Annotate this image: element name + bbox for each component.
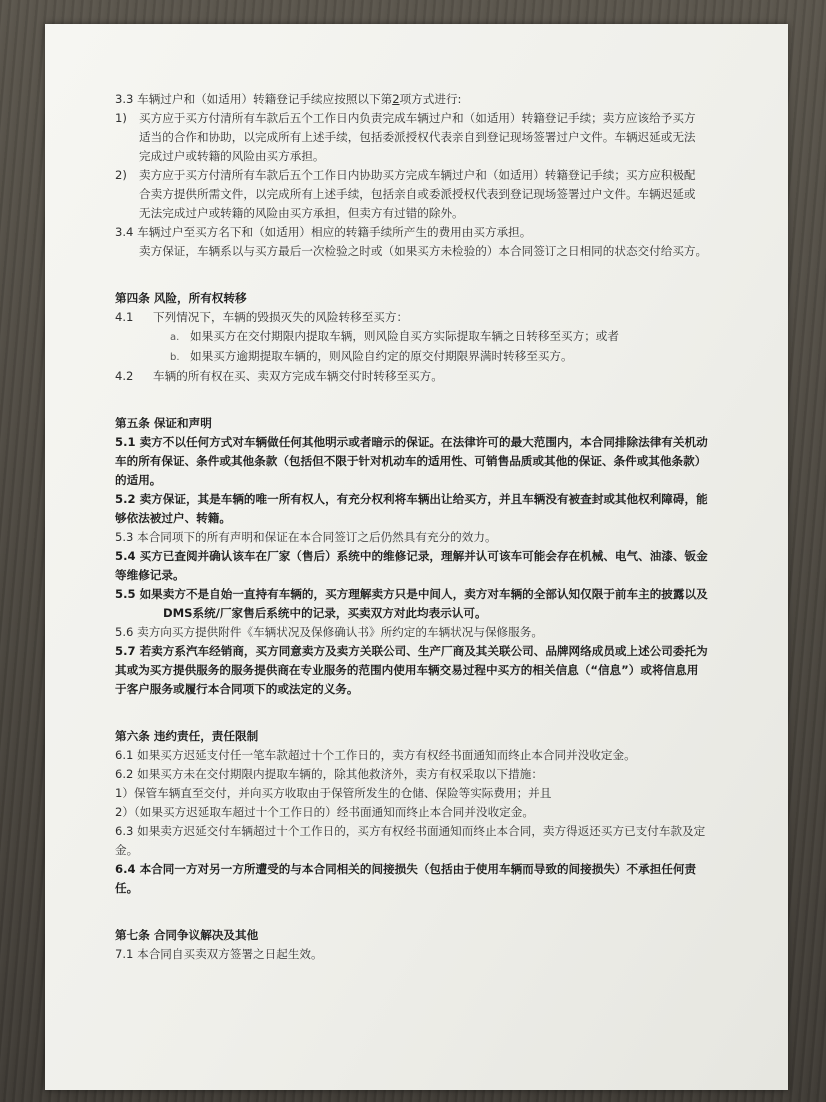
clause-3-4: 3.4 车辆过户至买方名下和（如适用）相应的转籍手续所产生的费用由买方承担。 xyxy=(115,225,532,239)
option-2-line-1: 2) 卖方应于买方付清所有车款后五个工作日内协助买方完成车辆过户和（如适用）转籍登记手续；买方应积极配 xyxy=(115,168,696,182)
clause-5-4-line-1: 5.4 买方已查阅并确认该车在厂家（售后）系统中的维修记录，理解并认可该车可能会存在机械、电气、油漆、钣金 xyxy=(115,549,708,563)
clause-5-6: 5.6 卖方向买方提供附件《车辆状况及保修确认书》所约定的车辆状况与保修服务。 xyxy=(115,625,543,639)
clause-5-2-line-2: 够依法被过户、转籍。 xyxy=(115,511,231,525)
clause-4-1-b: b. 如果买方逾期提取车辆的，则风险自约定的原交付期限界满时转移至买方。 xyxy=(170,349,573,363)
clause-7-1: 7.1 本合同自买卖双方签署之日起生效。 xyxy=(115,947,323,961)
clause-6-4-line-2: 任。 xyxy=(115,881,139,895)
clause-6-2: 6.2 如果买方未在交付期限内提取车辆的，除其他救济外，卖方有权采取以下措施： xyxy=(115,767,543,781)
clause-4-2: 4.2 车辆的所有权在买、卖双方完成车辆交付时转移至买方。 xyxy=(115,369,443,383)
option-1-line-2: 适当的合作和协助，以完成所有上述手续，包括委派授权代表亲自到登记现场签署过户文件。车辆迟延或无法 xyxy=(139,130,696,144)
option-2-line-3: 无法完成过户或转籍的风险由买方承担，但卖方有过错的除外。 xyxy=(139,206,464,220)
clause-6-2-item-1: 1）保管车辆直至交付，并向买方收取由于保管所发生的仓储、保险等实际费用；并且 xyxy=(115,786,552,800)
clause-6-3-line-2: 金。 xyxy=(115,843,139,857)
article-4-heading: 第四条 风险，所有权转移 xyxy=(115,291,247,305)
option-blank: 2 xyxy=(392,92,400,106)
clause-4-1-a: a. 如果买方在交付期限内提取车辆，则风险自买方实际提取车辆之日转移至买方；或者 xyxy=(170,329,619,343)
clause-4-1: 4.1 下列情况下，车辆的毁损灭失的风险转移至买方： xyxy=(115,310,409,324)
clause-5-2-line-1: 5.2 卖方保证，其是车辆的唯一所有权人，有充分权利将车辆出让给买方，并且车辆没有被查封或其他权利障碍，能 xyxy=(115,492,708,506)
clause-5-5-line-1: 5.5 如果卖方不是自始一直持有车辆的，买方理解卖方只是中间人，卖方对车辆的全部认知仅限于前车主的披露以及 xyxy=(115,587,708,601)
clause-6-2-item-2: 2）（如果买方迟延取车超过十个工作日的）经书面通知而终止本合同并没收定金。 xyxy=(115,805,534,819)
contract-page xyxy=(45,24,788,1090)
clause-6-1: 6.1 如果买方迟延支付任一笔车款超过十个工作日的，卖方有权经书面通知而终止本合同并没收定金。 xyxy=(115,748,636,762)
option-1-line-1: 1) 买方应于买方付清所有车款后五个工作日内负责完成车辆过户和（如适用）转籍登记手续；卖方应该给予买方 xyxy=(115,111,696,125)
article-7-heading: 第七条 合同争议解决及其他 xyxy=(115,928,259,942)
clause-5-3: 5.3 本合同项下的所有声明和保证在本合同签订之后仍然具有充分的效力。 xyxy=(115,530,497,544)
article-5-heading: 第五条 保证和声明 xyxy=(115,416,212,430)
clause-5-1-line-2: 车的所有保证、条件或其他条款（包括但不限于针对机动车的适用性、可销售品质或其他的保证、条件或其他条款） xyxy=(115,454,707,468)
clause-6-4-line-1: 6.4 本合同一方对另一方所遭受的与本合同相关的间接损失（包括由于使用车辆而导致的间接损失）不承担任何责 xyxy=(115,862,697,876)
clause-5-1-line-3: 的适用。 xyxy=(115,473,162,487)
clause-3-4-guarantee: 卖方保证，车辆系以与买方最后一次检验之时或（如果买方未检验的）本合同签订之日相同的状态交付给买方。 xyxy=(139,244,708,258)
clause-5-1-line-1: 5.1 卖方不以任何方式对车辆做任何其他明示或者暗示的保证。在法律许可的最大范围内，本合同排除法律有关机动 xyxy=(115,435,708,449)
article-6-heading: 第六条 违约责任，责任限制 xyxy=(115,729,259,743)
clause-5-7-line-1: 5.7 若卖方系汽车经销商，买方同意卖方及卖方关联公司、生产厂商及其关联公司、品牌网络成员或上述公司委托为 xyxy=(115,644,708,658)
clause-5-7-line-2: 其或为买方提供服务的服务提供商在专业服务的范围内使用车辆交易过程中买方的相关信息（“信息”）或将信息用 xyxy=(115,663,699,677)
option-2-line-2: 合卖方提供所需文件，以完成所有上述手续，包括亲自或委派授权代表到登记现场签署过户文件。车辆迟延或 xyxy=(139,187,696,201)
option-1-line-3: 完成过户或转籍的风险由买方承担。 xyxy=(139,149,325,163)
clause-6-3-line-1: 6.3 如果卖方迟延交付车辆超过十个工作日的，买方有权经书面通知而终止本合同，卖方得返还买方已支付车款及定 xyxy=(115,824,706,838)
clause-5-4-line-2: 等维修记录。 xyxy=(115,568,185,582)
clause-5-5-line-2: DMS系统/厂家售后系统中的记录，买卖双方对此均表示认可。 xyxy=(163,606,487,620)
clause-5-7-line-3: 于客户服务或履行本合同项下的或法定的义务。 xyxy=(115,682,359,696)
clause-3-3: 3.3 车辆过户和（如适用）转籍登记手续应按照以下第2项方式进行: xyxy=(115,92,462,106)
